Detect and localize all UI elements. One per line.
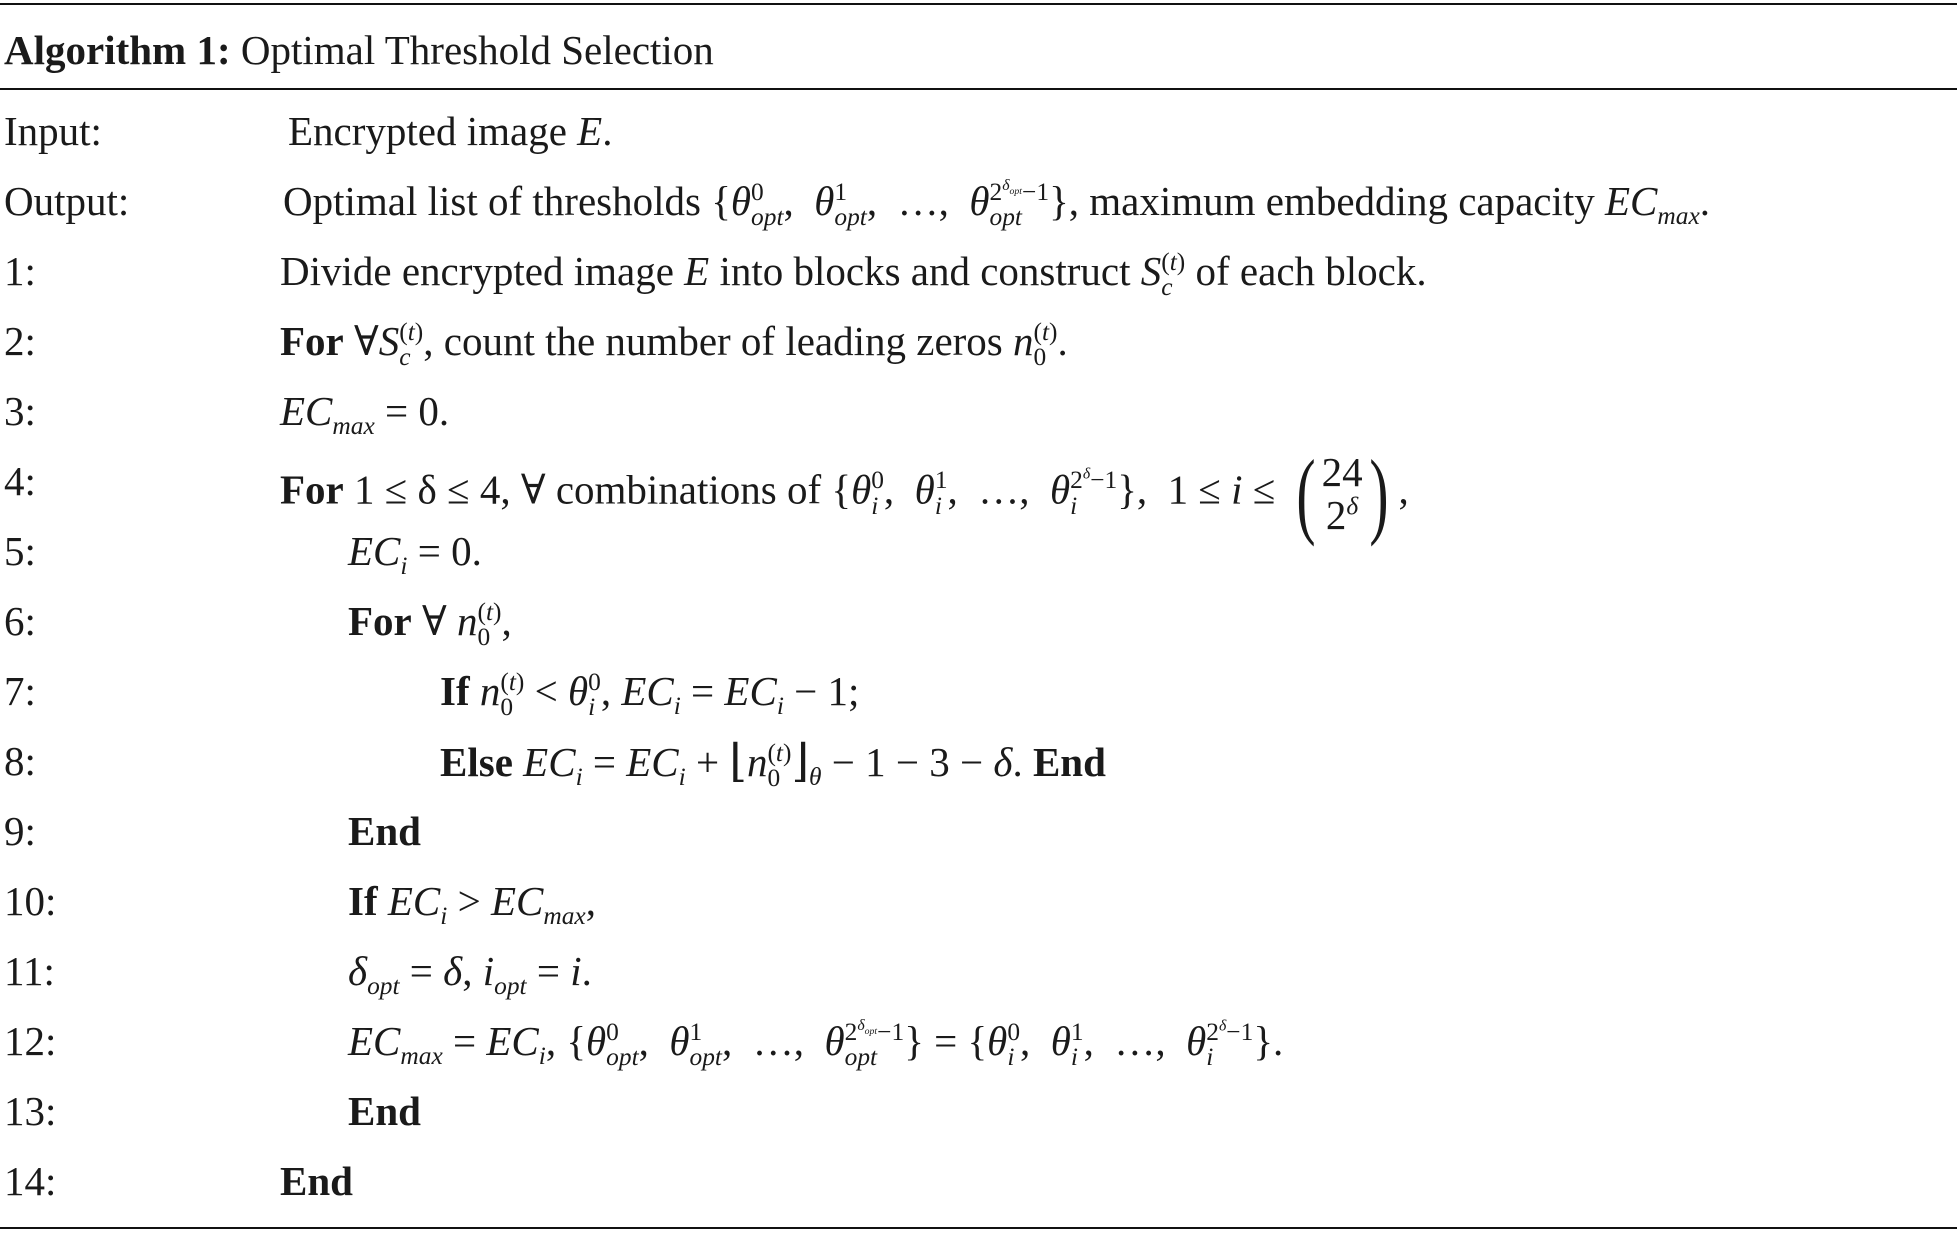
line-6: 6: For ∀ n (t) 0 , xyxy=(4,597,512,652)
line-9: 9: End xyxy=(4,808,421,854)
line-4: 4: For 1 ≤ δ ≤ 4, ∀ combinations of {θ 0 i , θ 1 i , …, θ $2^\delta-1$ i }, 1 ≤ i ≤ ( 24 $2^\delta$ ) , xyxy=(4,440,1409,547)
line-14: 14: End xyxy=(4,1158,353,1204)
input-row xyxy=(0,96,1957,166)
input-label: Input: xyxy=(4,108,102,154)
output-body: Optimal list of thresholds {θ 0 opt , θ 1 opt , …, θ $2^{\delta_{opt}}-1$ opt }, maximum embedding capacity $EC_{max}$. xyxy=(283,177,1710,232)
output-row xyxy=(0,166,1957,236)
algorithm-label: Algorithm 1: xyxy=(4,27,231,73)
line-2: 2: For ∀S (t) c , count the number of leading zeros n (t) 0 . xyxy=(4,317,1068,372)
binomial: ( 24 $2^\delta$ ) xyxy=(1295,440,1389,547)
algorithm-title xyxy=(4,26,714,75)
line-1: 1: Divide encrypted image E into blocks and construct S (t) c of each block. xyxy=(4,247,1427,302)
line-5: 5: $EC_i = 0$. xyxy=(4,528,482,581)
line-11: 11: $\delta_{opt} = \delta$, $i_{opt} = i$. xyxy=(4,948,592,1001)
line-13: 13: End xyxy=(4,1088,421,1134)
header-rule xyxy=(0,88,1957,90)
output-label: Output: xyxy=(4,178,130,224)
bottom-rule xyxy=(0,1227,1957,1229)
algorithm-name: Optimal Threshold Selection xyxy=(240,27,714,73)
input-body: Encrypted image E. xyxy=(288,108,613,154)
line-7: 7: If n (t) 0 < θ 0 i , $EC_i = EC_i - 1$; xyxy=(4,667,860,722)
line-10: 10: If $EC_i > EC_{max}$, xyxy=(4,878,596,931)
line-12: 12: $EC_{max} = EC_i$, {θ 0 opt , θ 1 opt , …, θ $2^{\delta_{opt}}-1$ opt } = {θ 0 i , θ 1 i , …, θ $2^\delta-1$ i }. xyxy=(4,1017,1284,1072)
line-8: 8: Else $EC_i = EC_i$ + ⌊n (t) 0 $⌋_\theta - 1 - 3 - \delta$. End xyxy=(4,736,1106,793)
top-rule xyxy=(0,3,1957,5)
line-3: 3: $EC_{max} = 0$. xyxy=(4,388,450,441)
